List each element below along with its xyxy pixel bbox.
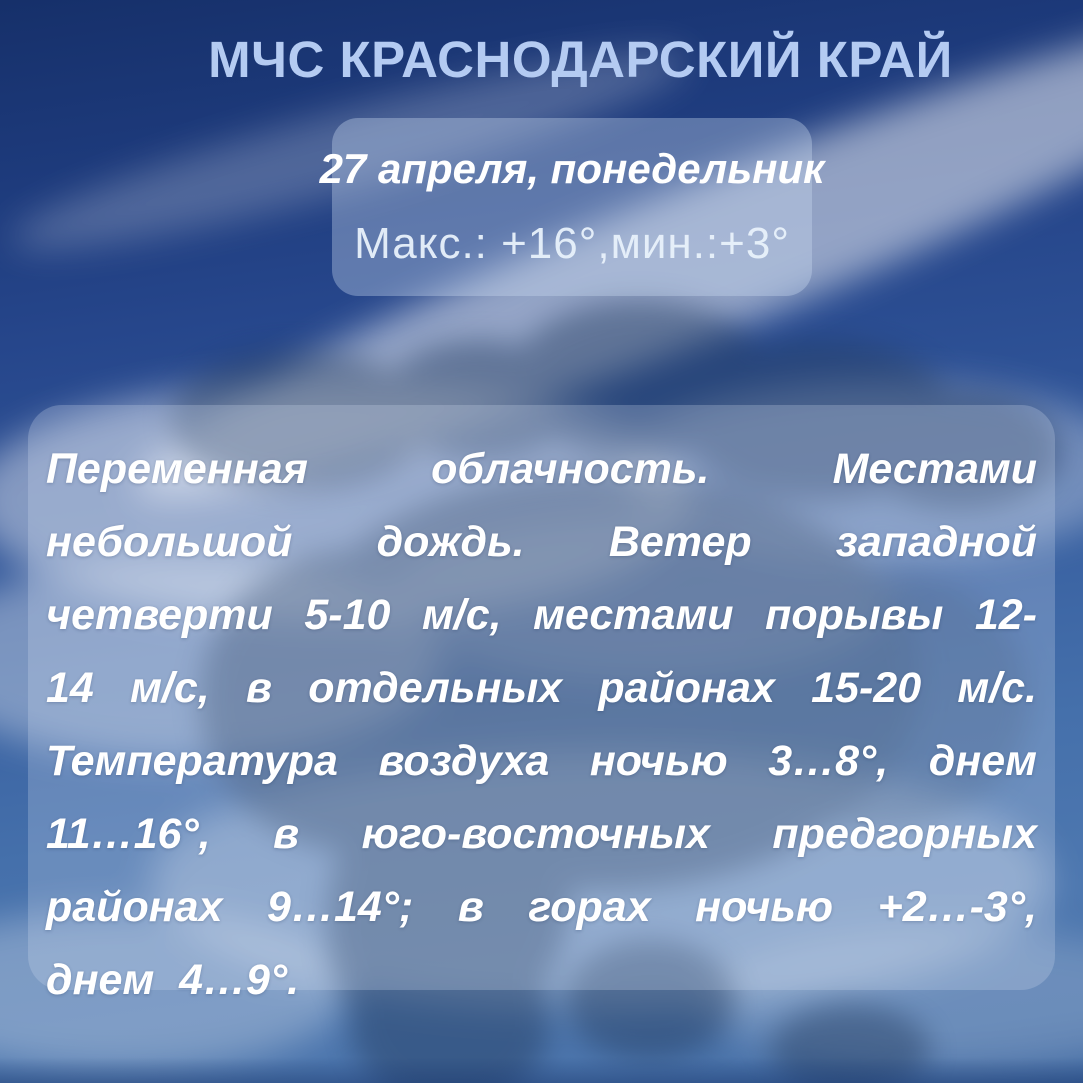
forecast-text: Переменная облачность. Местами небольшой дождь. Ветер западной четверти 5-10 м/с, местами порывы 12-14 м/с, в отдельных районах 15-20 м/с. Температура воздуха ночью 3…8°, днем 11…16°, в юго-восточных предгорных районах 9…14°; в горах ночью +2…-3°, днем 4…9°. — [46, 445, 1037, 1004]
bottom-shade — [0, 1057, 1083, 1083]
date-card — [319, 118, 825, 296]
page-title: МЧС КРАСНОДАРСКИЙ КРАЙ — [208, 31, 953, 88]
forecast-card — [28, 405, 1055, 1004]
minmax-temperature-text: Макс.: +16°,мин.:+3° — [354, 219, 790, 268]
date-text: 27 апреля, понедельник — [319, 145, 825, 192]
